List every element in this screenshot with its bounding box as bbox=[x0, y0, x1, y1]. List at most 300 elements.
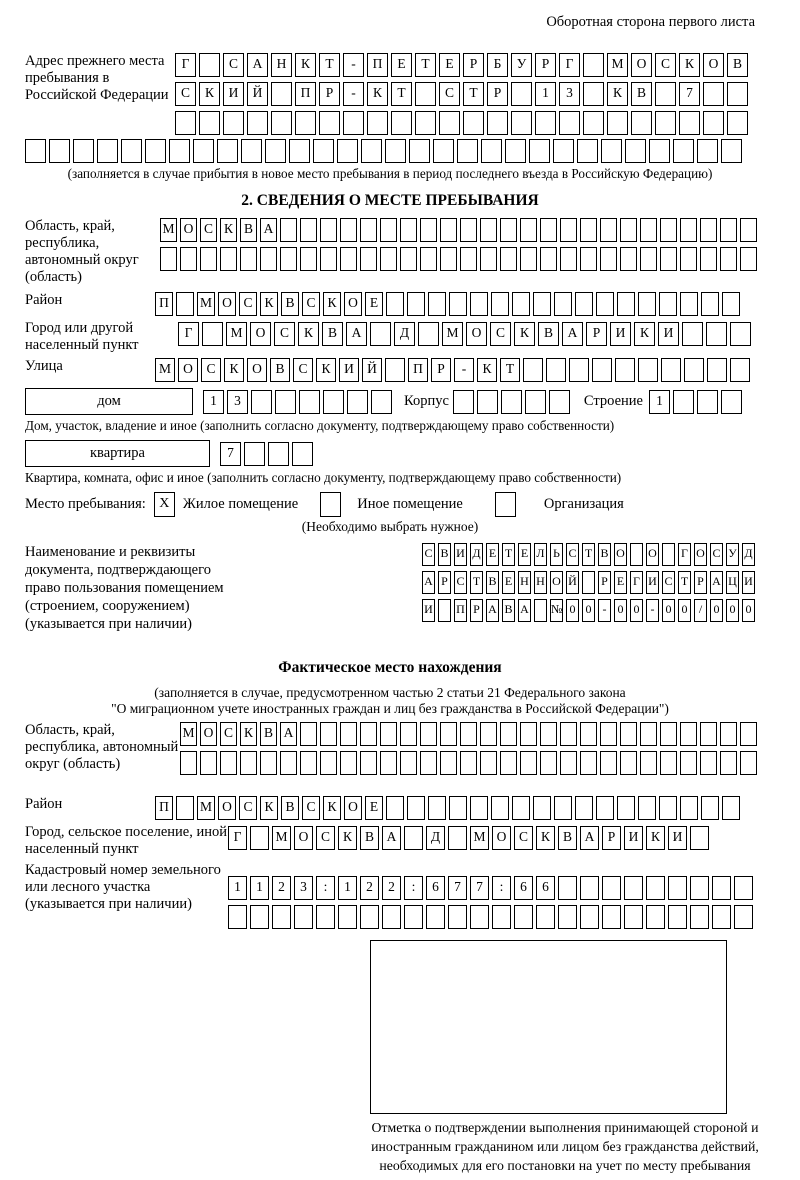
char-cell[interactable] bbox=[500, 247, 517, 271]
char-cell[interactable]: : bbox=[492, 876, 511, 900]
char-cell[interactable]: И bbox=[454, 543, 467, 566]
char-cell[interactable]: И bbox=[223, 82, 244, 106]
char-cell[interactable]: Т bbox=[502, 543, 515, 566]
char-cell[interactable] bbox=[740, 218, 757, 242]
char-cell[interactable] bbox=[700, 751, 717, 775]
char-cell[interactable]: К bbox=[514, 322, 535, 346]
char-cell[interactable] bbox=[684, 358, 704, 382]
char-cell[interactable] bbox=[300, 722, 317, 746]
char-cell[interactable] bbox=[428, 292, 446, 316]
char-cell[interactable] bbox=[250, 826, 269, 850]
char-cell[interactable] bbox=[533, 796, 551, 820]
char-cell[interactable] bbox=[440, 751, 457, 775]
char-cell[interactable] bbox=[340, 722, 357, 746]
char-cell[interactable] bbox=[583, 82, 604, 106]
char-cell[interactable] bbox=[582, 571, 595, 594]
char-cell[interactable] bbox=[520, 722, 537, 746]
char-cell[interactable] bbox=[734, 905, 753, 929]
char-cell[interactable]: 1 bbox=[535, 82, 556, 106]
char-cell[interactable] bbox=[720, 247, 737, 271]
apartment-type-box[interactable]: квартира bbox=[25, 440, 210, 467]
char-cell[interactable] bbox=[260, 247, 277, 271]
char-cell[interactable] bbox=[470, 796, 488, 820]
char-cell[interactable] bbox=[404, 826, 423, 850]
char-cell[interactable]: С bbox=[302, 292, 320, 316]
char-cell[interactable] bbox=[199, 111, 220, 135]
char-cell[interactable] bbox=[250, 905, 269, 929]
char-cell[interactable] bbox=[380, 722, 397, 746]
char-cell[interactable] bbox=[449, 292, 467, 316]
char-cell[interactable] bbox=[624, 905, 643, 929]
char-cell[interactable]: 2 bbox=[272, 876, 291, 900]
char-cell[interactable] bbox=[540, 247, 557, 271]
char-cell[interactable] bbox=[512, 796, 530, 820]
char-cell[interactable] bbox=[200, 247, 217, 271]
char-cell[interactable] bbox=[649, 139, 670, 163]
char-cell[interactable] bbox=[668, 876, 687, 900]
char-cell[interactable] bbox=[340, 247, 357, 271]
char-cell[interactable]: О bbox=[550, 571, 563, 594]
char-cell[interactable] bbox=[740, 247, 757, 271]
char-cell[interactable]: С bbox=[422, 543, 435, 566]
char-cell[interactable]: П bbox=[367, 53, 388, 77]
stay-option-other-checkbox[interactable] bbox=[320, 492, 341, 517]
char-cell[interactable]: Д bbox=[394, 322, 415, 346]
char-cell[interactable] bbox=[361, 139, 382, 163]
char-cell[interactable] bbox=[520, 751, 537, 775]
char-cell[interactable] bbox=[420, 751, 437, 775]
char-cell[interactable]: 3 bbox=[294, 876, 313, 900]
char-cell[interactable] bbox=[382, 905, 401, 929]
char-cell[interactable] bbox=[602, 905, 621, 929]
char-cell[interactable] bbox=[690, 905, 709, 929]
char-cell[interactable]: Й bbox=[566, 571, 579, 594]
char-cell[interactable]: - bbox=[454, 358, 474, 382]
char-cell[interactable]: К bbox=[240, 722, 257, 746]
char-cell[interactable] bbox=[700, 247, 717, 271]
char-cell[interactable] bbox=[193, 139, 214, 163]
char-cell[interactable] bbox=[500, 722, 517, 746]
char-cell[interactable] bbox=[294, 905, 313, 929]
char-cell[interactable]: С bbox=[439, 82, 460, 106]
char-cell[interactable] bbox=[580, 876, 599, 900]
char-cell[interactable] bbox=[620, 218, 637, 242]
char-cell[interactable] bbox=[180, 751, 197, 775]
char-cell[interactable] bbox=[480, 247, 497, 271]
char-cell[interactable]: И bbox=[339, 358, 359, 382]
char-cell[interactable] bbox=[701, 292, 719, 316]
char-cell[interactable]: Р bbox=[535, 53, 556, 77]
char-cell[interactable]: С bbox=[220, 722, 237, 746]
char-cell[interactable]: Г bbox=[630, 571, 643, 594]
char-cell[interactable] bbox=[520, 247, 537, 271]
char-cell[interactable] bbox=[505, 139, 526, 163]
char-cell[interactable] bbox=[426, 905, 445, 929]
char-cell[interactable] bbox=[536, 905, 555, 929]
char-cell[interactable]: С bbox=[239, 796, 257, 820]
char-cell[interactable] bbox=[338, 905, 357, 929]
char-cell[interactable] bbox=[535, 111, 556, 135]
char-cell[interactable]: К bbox=[260, 292, 278, 316]
char-cell[interactable] bbox=[380, 247, 397, 271]
char-cell[interactable] bbox=[323, 390, 344, 414]
char-cell[interactable] bbox=[360, 218, 377, 242]
char-cell[interactable] bbox=[320, 247, 337, 271]
char-cell[interactable]: И bbox=[646, 571, 659, 594]
char-cell[interactable] bbox=[295, 111, 316, 135]
char-cell[interactable]: В bbox=[270, 358, 290, 382]
char-cell[interactable]: Р bbox=[438, 571, 451, 594]
char-cell[interactable]: П bbox=[454, 599, 467, 622]
char-cell[interactable] bbox=[540, 218, 557, 242]
char-cell[interactable]: В bbox=[281, 796, 299, 820]
char-cell[interactable]: 1 bbox=[338, 876, 357, 900]
char-cell[interactable]: А bbox=[280, 722, 297, 746]
char-cell[interactable] bbox=[501, 390, 522, 414]
char-cell[interactable]: В bbox=[322, 322, 343, 346]
char-cell[interactable]: М bbox=[197, 292, 215, 316]
char-cell[interactable] bbox=[697, 390, 718, 414]
char-cell[interactable] bbox=[407, 796, 425, 820]
char-cell[interactable] bbox=[560, 722, 577, 746]
char-cell[interactable]: Р bbox=[694, 571, 707, 594]
char-cell[interactable] bbox=[580, 247, 597, 271]
char-cell[interactable]: С bbox=[175, 82, 196, 106]
char-cell[interactable]: С bbox=[293, 358, 313, 382]
char-cell[interactable]: Т bbox=[391, 82, 412, 106]
char-cell[interactable]: Д bbox=[742, 543, 755, 566]
char-cell[interactable] bbox=[371, 390, 392, 414]
char-cell[interactable] bbox=[529, 139, 550, 163]
char-cell[interactable]: 7 bbox=[448, 876, 467, 900]
char-cell[interactable] bbox=[470, 905, 489, 929]
char-cell[interactable]: Н bbox=[271, 53, 292, 77]
char-cell[interactable]: С bbox=[239, 292, 257, 316]
char-cell[interactable] bbox=[577, 139, 598, 163]
char-cell[interactable] bbox=[343, 111, 364, 135]
char-cell[interactable] bbox=[409, 139, 430, 163]
char-cell[interactable] bbox=[638, 358, 658, 382]
char-cell[interactable]: Т bbox=[500, 358, 520, 382]
char-cell[interactable]: Е bbox=[486, 543, 499, 566]
char-cell[interactable] bbox=[420, 247, 437, 271]
char-cell[interactable] bbox=[720, 722, 737, 746]
char-cell[interactable] bbox=[320, 751, 337, 775]
char-cell[interactable] bbox=[640, 218, 657, 242]
char-cell[interactable]: О bbox=[250, 322, 271, 346]
char-cell[interactable]: О bbox=[294, 826, 313, 850]
char-cell[interactable] bbox=[720, 751, 737, 775]
char-cell[interactable] bbox=[722, 796, 740, 820]
char-cell[interactable]: Р bbox=[431, 358, 451, 382]
char-cell[interactable]: М bbox=[160, 218, 177, 242]
char-cell[interactable]: 6 bbox=[536, 876, 555, 900]
char-cell[interactable] bbox=[247, 111, 268, 135]
char-cell[interactable]: 0 bbox=[742, 599, 755, 622]
char-cell[interactable]: К bbox=[260, 796, 278, 820]
char-cell[interactable] bbox=[347, 390, 368, 414]
char-cell[interactable]: К bbox=[646, 826, 665, 850]
char-cell[interactable]: А bbox=[382, 826, 401, 850]
char-cell[interactable] bbox=[558, 905, 577, 929]
char-cell[interactable] bbox=[73, 139, 94, 163]
char-cell[interactable] bbox=[680, 247, 697, 271]
char-cell[interactable] bbox=[360, 751, 377, 775]
char-cell[interactable] bbox=[558, 876, 577, 900]
char-cell[interactable] bbox=[460, 247, 477, 271]
char-cell[interactable]: 2 bbox=[382, 876, 401, 900]
char-cell[interactable] bbox=[500, 751, 517, 775]
char-cell[interactable] bbox=[160, 247, 177, 271]
char-cell[interactable]: Т bbox=[415, 53, 436, 77]
char-cell[interactable]: С bbox=[302, 796, 320, 820]
char-cell[interactable]: У bbox=[511, 53, 532, 77]
char-cell[interactable]: С bbox=[710, 543, 723, 566]
char-cell[interactable] bbox=[360, 247, 377, 271]
char-cell[interactable] bbox=[700, 722, 717, 746]
char-cell[interactable] bbox=[440, 247, 457, 271]
char-cell[interactable] bbox=[360, 722, 377, 746]
char-cell[interactable] bbox=[407, 292, 425, 316]
char-cell[interactable] bbox=[660, 751, 677, 775]
char-cell[interactable] bbox=[428, 796, 446, 820]
char-cell[interactable]: / bbox=[694, 599, 707, 622]
char-cell[interactable] bbox=[655, 111, 676, 135]
char-cell[interactable]: М bbox=[470, 826, 489, 850]
char-cell[interactable] bbox=[640, 751, 657, 775]
char-cell[interactable] bbox=[680, 796, 698, 820]
char-cell[interactable]: Т bbox=[470, 571, 483, 594]
char-cell[interactable] bbox=[660, 218, 677, 242]
char-cell[interactable]: К bbox=[323, 292, 341, 316]
char-cell[interactable] bbox=[630, 543, 643, 566]
char-cell[interactable]: К bbox=[536, 826, 555, 850]
char-cell[interactable]: К bbox=[220, 218, 237, 242]
char-cell[interactable] bbox=[554, 796, 572, 820]
char-cell[interactable]: В bbox=[538, 322, 559, 346]
char-cell[interactable]: 6 bbox=[514, 876, 533, 900]
char-cell[interactable] bbox=[223, 111, 244, 135]
char-cell[interactable] bbox=[673, 139, 694, 163]
char-cell[interactable] bbox=[272, 905, 291, 929]
char-cell[interactable] bbox=[690, 826, 709, 850]
char-cell[interactable]: 0 bbox=[566, 599, 579, 622]
char-cell[interactable] bbox=[734, 876, 753, 900]
char-cell[interactable]: И bbox=[742, 571, 755, 594]
char-cell[interactable]: И bbox=[668, 826, 687, 850]
char-cell[interactable] bbox=[580, 722, 597, 746]
char-cell[interactable] bbox=[600, 247, 617, 271]
char-cell[interactable]: Г bbox=[559, 53, 580, 77]
char-cell[interactable] bbox=[525, 390, 546, 414]
char-cell[interactable]: К bbox=[298, 322, 319, 346]
char-cell[interactable] bbox=[292, 442, 313, 466]
char-cell[interactable]: А bbox=[518, 599, 531, 622]
char-cell[interactable] bbox=[560, 751, 577, 775]
char-cell[interactable] bbox=[631, 111, 652, 135]
char-cell[interactable] bbox=[145, 139, 166, 163]
char-cell[interactable] bbox=[592, 358, 612, 382]
house-type-box[interactable]: дом bbox=[25, 388, 193, 415]
char-cell[interactable] bbox=[380, 751, 397, 775]
char-cell[interactable]: С bbox=[200, 218, 217, 242]
char-cell[interactable]: О bbox=[180, 218, 197, 242]
char-cell[interactable]: 0 bbox=[726, 599, 739, 622]
char-cell[interactable]: П bbox=[155, 292, 173, 316]
char-cell[interactable]: К bbox=[477, 358, 497, 382]
char-cell[interactable]: С bbox=[655, 53, 676, 77]
char-cell[interactable]: Г bbox=[178, 322, 199, 346]
char-cell[interactable] bbox=[420, 218, 437, 242]
char-cell[interactable]: О bbox=[631, 53, 652, 77]
char-cell[interactable] bbox=[659, 796, 677, 820]
char-cell[interactable]: Р bbox=[602, 826, 621, 850]
char-cell[interactable] bbox=[386, 292, 404, 316]
char-cell[interactable] bbox=[241, 139, 262, 163]
char-cell[interactable]: К bbox=[634, 322, 655, 346]
char-cell[interactable] bbox=[569, 358, 589, 382]
char-cell[interactable]: О bbox=[344, 292, 362, 316]
char-cell[interactable]: Р bbox=[487, 82, 508, 106]
char-cell[interactable] bbox=[491, 796, 509, 820]
char-cell[interactable] bbox=[720, 218, 737, 242]
char-cell[interactable]: 0 bbox=[678, 599, 691, 622]
char-cell[interactable]: К bbox=[316, 358, 336, 382]
char-cell[interactable] bbox=[575, 292, 593, 316]
char-cell[interactable]: В bbox=[438, 543, 451, 566]
char-cell[interactable] bbox=[460, 722, 477, 746]
char-cell[interactable]: В bbox=[598, 543, 611, 566]
char-cell[interactable] bbox=[520, 218, 537, 242]
char-cell[interactable] bbox=[415, 82, 436, 106]
char-cell[interactable]: А bbox=[260, 218, 277, 242]
char-cell[interactable] bbox=[176, 292, 194, 316]
char-cell[interactable] bbox=[457, 139, 478, 163]
char-cell[interactable] bbox=[438, 599, 451, 622]
char-cell[interactable] bbox=[440, 218, 457, 242]
char-cell[interactable] bbox=[712, 876, 731, 900]
char-cell[interactable] bbox=[228, 905, 247, 929]
char-cell[interactable] bbox=[360, 905, 379, 929]
char-cell[interactable]: В bbox=[486, 571, 499, 594]
char-cell[interactable]: А bbox=[710, 571, 723, 594]
char-cell[interactable] bbox=[418, 322, 439, 346]
char-cell[interactable] bbox=[596, 292, 614, 316]
char-cell[interactable]: М bbox=[226, 322, 247, 346]
char-cell[interactable]: В bbox=[240, 218, 257, 242]
char-cell[interactable]: К bbox=[295, 53, 316, 77]
char-cell[interactable]: О bbox=[703, 53, 724, 77]
char-cell[interactable]: В bbox=[727, 53, 748, 77]
char-cell[interactable] bbox=[668, 905, 687, 929]
char-cell[interactable] bbox=[655, 82, 676, 106]
char-cell[interactable] bbox=[300, 751, 317, 775]
char-cell[interactable] bbox=[583, 53, 604, 77]
char-cell[interactable] bbox=[730, 358, 750, 382]
char-cell[interactable] bbox=[690, 876, 709, 900]
char-cell[interactable]: О bbox=[218, 292, 236, 316]
char-cell[interactable]: 0 bbox=[614, 599, 627, 622]
char-cell[interactable] bbox=[662, 543, 675, 566]
char-cell[interactable]: С bbox=[662, 571, 675, 594]
char-cell[interactable] bbox=[575, 796, 593, 820]
char-cell[interactable] bbox=[320, 722, 337, 746]
char-cell[interactable]: 7 bbox=[470, 876, 489, 900]
char-cell[interactable]: 1 bbox=[649, 390, 670, 414]
char-cell[interactable]: С bbox=[201, 358, 221, 382]
char-cell[interactable]: О bbox=[218, 796, 236, 820]
char-cell[interactable] bbox=[540, 722, 557, 746]
char-cell[interactable] bbox=[580, 751, 597, 775]
char-cell[interactable]: Н bbox=[534, 571, 547, 594]
char-cell[interactable]: С bbox=[514, 826, 533, 850]
char-cell[interactable] bbox=[682, 322, 703, 346]
char-cell[interactable]: П bbox=[408, 358, 428, 382]
char-cell[interactable] bbox=[460, 751, 477, 775]
char-cell[interactable]: Е bbox=[365, 292, 383, 316]
char-cell[interactable] bbox=[511, 111, 532, 135]
char-cell[interactable] bbox=[415, 111, 436, 135]
char-cell[interactable] bbox=[340, 751, 357, 775]
char-cell[interactable] bbox=[400, 751, 417, 775]
char-cell[interactable] bbox=[386, 796, 404, 820]
char-cell[interactable]: О bbox=[200, 722, 217, 746]
char-cell[interactable] bbox=[620, 751, 637, 775]
char-cell[interactable] bbox=[638, 292, 656, 316]
char-cell[interactable] bbox=[546, 358, 566, 382]
char-cell[interactable]: 1 bbox=[250, 876, 269, 900]
char-cell[interactable] bbox=[673, 390, 694, 414]
char-cell[interactable] bbox=[615, 358, 635, 382]
char-cell[interactable] bbox=[200, 751, 217, 775]
char-cell[interactable] bbox=[722, 292, 740, 316]
char-cell[interactable] bbox=[730, 322, 751, 346]
char-cell[interactable]: 1 bbox=[203, 390, 224, 414]
char-cell[interactable] bbox=[440, 722, 457, 746]
char-cell[interactable] bbox=[340, 218, 357, 242]
char-cell[interactable]: А bbox=[247, 53, 268, 77]
char-cell[interactable] bbox=[448, 905, 467, 929]
char-cell[interactable] bbox=[367, 111, 388, 135]
char-cell[interactable] bbox=[500, 218, 517, 242]
char-cell[interactable] bbox=[646, 876, 665, 900]
char-cell[interactable]: 3 bbox=[227, 390, 248, 414]
char-cell[interactable] bbox=[703, 82, 724, 106]
char-cell[interactable] bbox=[560, 247, 577, 271]
char-cell[interactable]: М bbox=[607, 53, 628, 77]
char-cell[interactable] bbox=[487, 111, 508, 135]
char-cell[interactable] bbox=[199, 53, 220, 77]
char-cell[interactable] bbox=[560, 218, 577, 242]
char-cell[interactable] bbox=[600, 751, 617, 775]
char-cell[interactable] bbox=[268, 442, 289, 466]
char-cell[interactable] bbox=[638, 796, 656, 820]
char-cell[interactable]: Е bbox=[439, 53, 460, 77]
char-cell[interactable] bbox=[180, 247, 197, 271]
char-cell[interactable] bbox=[680, 218, 697, 242]
char-cell[interactable]: Г bbox=[175, 53, 196, 77]
char-cell[interactable]: С bbox=[223, 53, 244, 77]
char-cell[interactable] bbox=[480, 751, 497, 775]
char-cell[interactable] bbox=[404, 905, 423, 929]
char-cell[interactable] bbox=[385, 139, 406, 163]
char-cell[interactable]: Б bbox=[487, 53, 508, 77]
char-cell[interactable] bbox=[433, 139, 454, 163]
char-cell[interactable]: К bbox=[323, 796, 341, 820]
char-cell[interactable] bbox=[280, 751, 297, 775]
char-cell[interactable]: В bbox=[558, 826, 577, 850]
char-cell[interactable]: Л bbox=[534, 543, 547, 566]
